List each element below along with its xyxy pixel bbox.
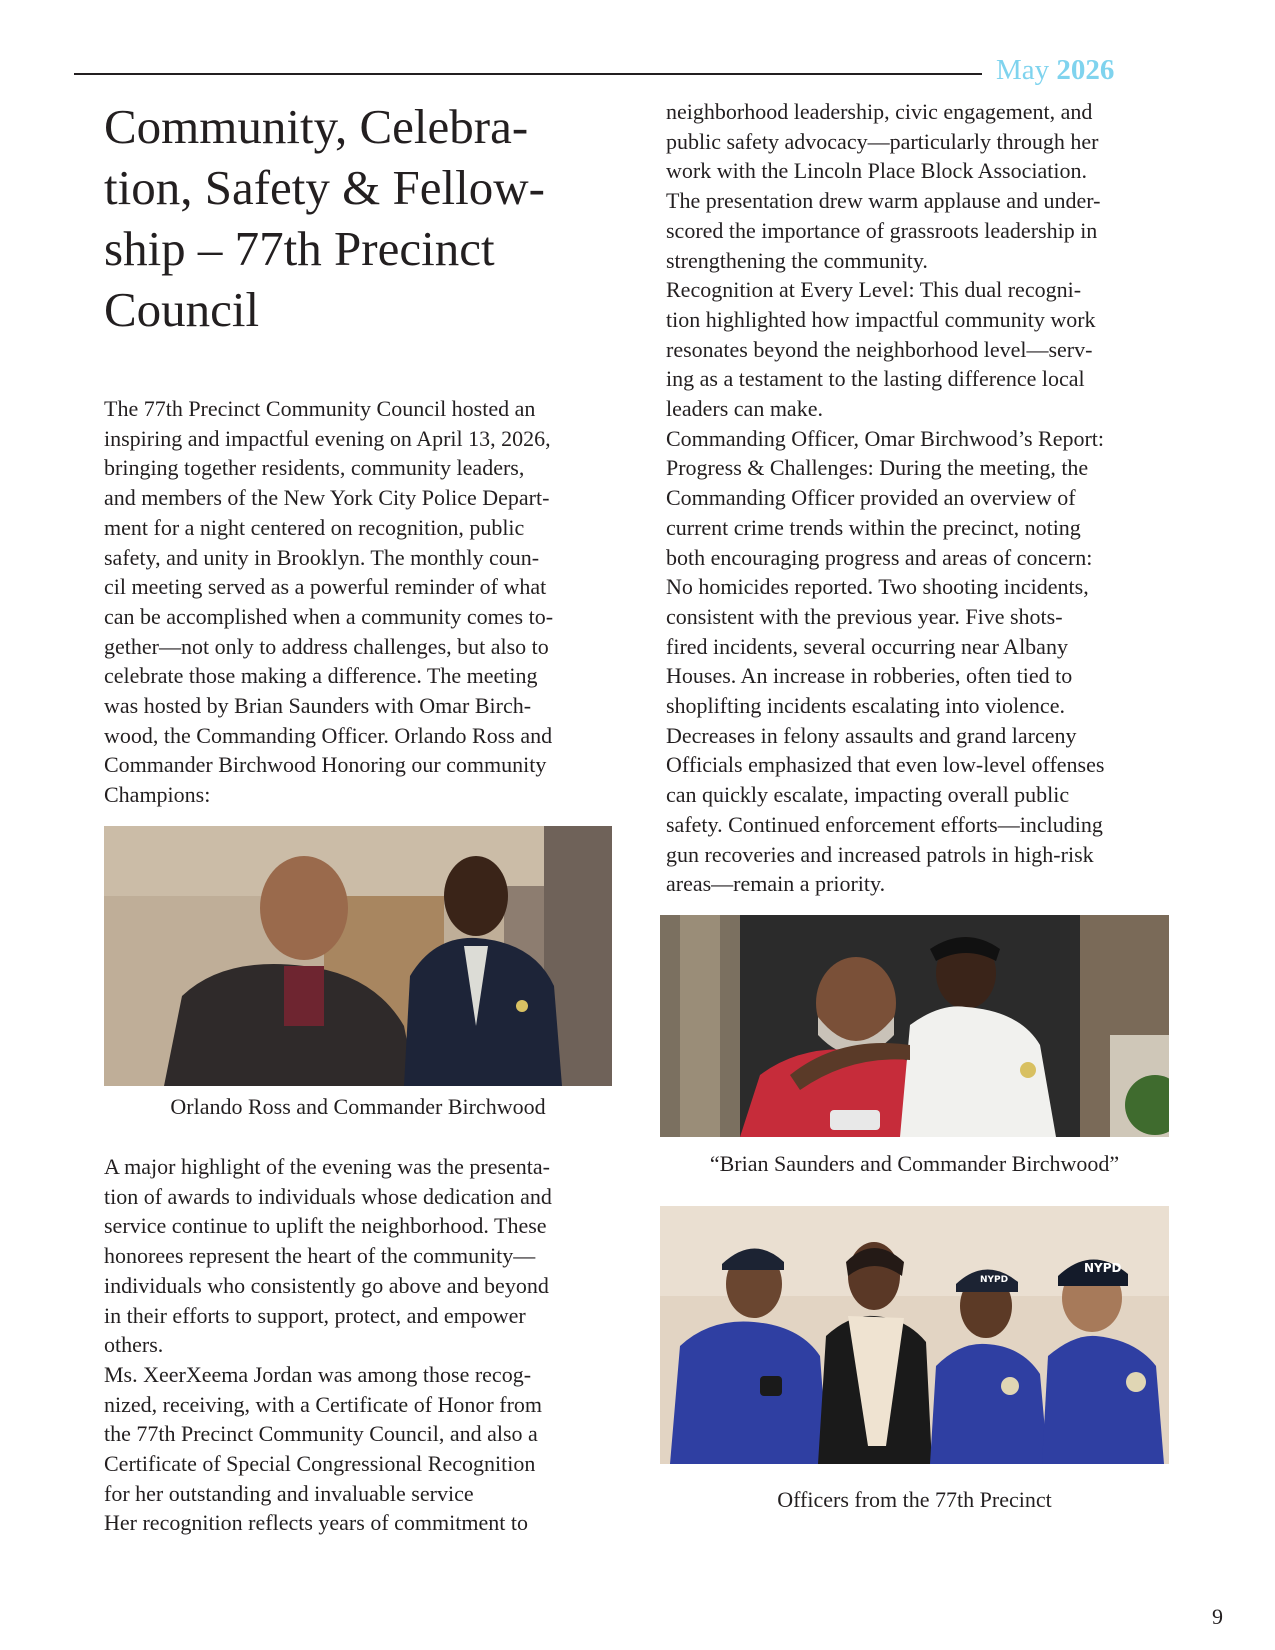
- title-line: Council: [104, 282, 260, 337]
- text-line: Commanding Officer, Omar Birchwood’s Report:: [666, 425, 1105, 451]
- text-line: shoplifting incidents escalating into violence.: [666, 693, 1065, 719]
- text-line: Houses. An increase in robberies, often tied to: [666, 663, 1073, 689]
- issue-year: 2026: [1056, 54, 1115, 86]
- text-line: and members of the New York City Police Depart-: [104, 485, 550, 511]
- cap-text-nypd: NYPD: [980, 1275, 1009, 1285]
- text-line: consistent with the previous year. Five shots-: [666, 603, 1063, 629]
- text-line: inspiring and impactful evening on April 13, 2026,: [104, 425, 551, 451]
- title-line: Community, Celebra-: [104, 99, 529, 154]
- text-line: A major highlight of the evening was the presenta-: [104, 1154, 550, 1179]
- text-line: tion of awards to individuals whose dedication and: [104, 1183, 552, 1209]
- text-line: ment for a night centered on recognition, public: [104, 514, 525, 540]
- issue-month: May: [996, 54, 1050, 86]
- text-line: work with the Lincoln Place Block Association.: [666, 158, 1087, 184]
- text-line: safety. Continued enforcement efforts—including: [666, 811, 1103, 837]
- text-line: fired incidents, several occurring near Albany: [666, 633, 1068, 659]
- title-line: tion, Safety & Fellow-: [104, 160, 545, 215]
- cap-text-nypd: NYPD: [1084, 1261, 1122, 1275]
- text-line: Progress & Challenges: During the meeting, the: [666, 455, 1089, 481]
- photo-officers: [660, 1206, 1169, 1464]
- caption-officers: Officers from the 77th Precinct: [777, 1487, 1052, 1512]
- text-line: neighborhood leadership, civic engagement, and: [666, 99, 1093, 124]
- text-line: service continue to uplift the neighborhood. These: [104, 1213, 547, 1239]
- text-line: Officials emphasized that even low-level offenses: [666, 752, 1105, 778]
- photo-saunders-birchwood: [660, 915, 1169, 1137]
- text-line: in their efforts to support, protect, and empower: [104, 1302, 526, 1328]
- photo-ross-birchwood: [104, 826, 612, 1086]
- text-line: scored the importance of grassroots leadership in: [666, 217, 1098, 243]
- text-line: tion highlighted how impactful community work: [666, 306, 1096, 332]
- text-line: gun recoveries and increased patrols in high-risk: [666, 841, 1094, 867]
- text-line: celebrate those making a difference. The meeting: [104, 663, 538, 689]
- text-line: No homicides reported. Two shooting incidents,: [666, 574, 1089, 600]
- text-line: ing as a testament to the lasting difference local: [666, 366, 1085, 392]
- intro-paragraph: [104, 394, 624, 810]
- highlight-paragraph: [104, 1152, 624, 1538]
- text-line: The presentation drew warm applause and under-: [666, 188, 1101, 214]
- page-number: 9: [1212, 1604, 1223, 1629]
- text-line: nized, receiving, with a Certificate of Honor from: [104, 1391, 543, 1417]
- text-line: Recognition at Every Level: This dual recogni-: [666, 277, 1082, 303]
- text-line: Ms. XeerXeema Jordan was among those recog-: [104, 1361, 532, 1387]
- photo-ross-birchwood-image: [104, 826, 612, 1086]
- text-line: cil meeting served as a powerful reminder of what: [104, 574, 547, 600]
- text-line: honorees represent the heart of the community—: [104, 1243, 536, 1269]
- text-line: others.: [104, 1332, 164, 1358]
- text-line: Her recognition reflects years of commitment to: [104, 1510, 528, 1536]
- text-line: current crime trends within the precinct, noting: [666, 514, 1081, 540]
- text-line: the 77th Precinct Community Council, and also a: [104, 1421, 538, 1447]
- text-line: individuals who consistently go above and beyond: [104, 1272, 549, 1298]
- text-line: resonates beyond the neighborhood level—serv-: [666, 336, 1093, 362]
- text-line: can quickly escalate, impacting overall public: [666, 782, 1070, 808]
- text-line: bringing together residents, community leaders,: [104, 455, 525, 481]
- photo-saunders-birchwood-image: [660, 915, 1169, 1137]
- text-line: The 77th Precinct Community Council hosted an: [104, 396, 536, 421]
- text-line: gether—not only to address challenges, but also to: [104, 633, 549, 659]
- text-line: Certificate of Special Congressional Recognition: [104, 1451, 536, 1477]
- caption-saunders-birchwood: “Brian Saunders and Commander Birchwood”: [709, 1151, 1120, 1176]
- text-line: was hosted by Brian Saunders with Omar Birch-: [104, 693, 532, 719]
- text-line: Commanding Officer provided an overview of: [666, 485, 1076, 511]
- text-line: for her outstanding and invaluable service: [104, 1480, 474, 1506]
- text-line: strengthening the community.: [666, 247, 928, 273]
- caption-ross-birchwood: Orlando Ross and Commander Birchwood: [170, 1094, 546, 1119]
- text-line: both encouraging progress and areas of concern:: [666, 544, 1093, 570]
- text-line: public safety advocacy—particularly through her: [666, 128, 1099, 154]
- text-line: Commander Birchwood Honoring our community: [104, 752, 547, 778]
- header-rule: [74, 73, 982, 75]
- text-line: can be accomplished when a community comes to-: [104, 603, 554, 629]
- text-line: areas—remain a priority.: [666, 871, 886, 897]
- text-line: Champions:: [104, 782, 211, 808]
- text-line: leaders can make.: [666, 396, 823, 422]
- title-line: ship – 77th Precinct: [104, 221, 495, 276]
- photo-officers-image: [660, 1206, 1169, 1464]
- text-line: safety, and unity in Brooklyn. The monthly coun-: [104, 544, 540, 570]
- right-column-text: [666, 97, 1186, 899]
- text-line: Decreases in felony assaults and grand larceny: [666, 722, 1077, 748]
- text-line: wood, the Commanding Officer. Orlando Ross and: [104, 722, 553, 748]
- article-title: [104, 96, 624, 340]
- issue-date: [996, 54, 1114, 87]
